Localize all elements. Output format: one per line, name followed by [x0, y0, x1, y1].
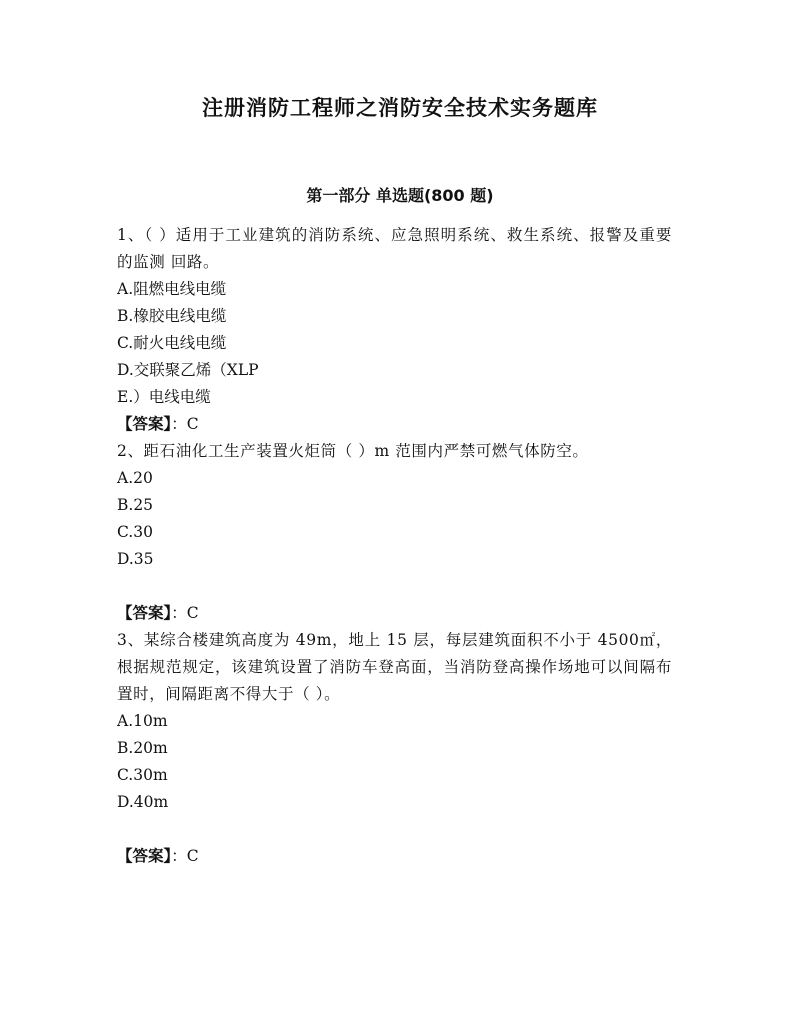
question-stem: 3、某综合楼建筑高度为 49m，地上 15 层，每层建筑面积不小于 4500㎡，根据规范规定，该建筑设置了消防车登高面，当消防登高操作场地可以间隔布置时，间隔距离不得大于（ ）。 — [117, 631, 672, 703]
option-d: D.35 — [117, 550, 154, 568]
option-a: A.20 — [117, 469, 153, 487]
option-c: C.30 — [117, 523, 153, 541]
answer-value: ：C — [171, 604, 199, 622]
spacer — [117, 573, 672, 600]
answer — [117, 411, 672, 438]
answer — [117, 600, 672, 627]
option-c: C.耐火电线电缆 — [117, 334, 227, 352]
answer-value: ：C — [171, 847, 199, 865]
spacer — [117, 816, 672, 843]
option-a: A.阻燃电线电缆 — [117, 280, 227, 298]
question-2 — [117, 438, 672, 627]
document-title: 注册消防工程师之消防安全技术实务题库 — [202, 96, 598, 120]
option-b: B.20m — [117, 739, 168, 757]
option-a: A.10m — [117, 712, 168, 730]
question-1 — [117, 222, 672, 438]
section-title: 第一部分 单选题(800 题) — [306, 186, 494, 205]
question-list — [117, 222, 672, 870]
option-d: D.交联聚乙烯（XLP — [117, 361, 259, 379]
option-c: C.30m — [117, 766, 168, 784]
answer-label: 【答案】 — [117, 847, 172, 865]
option-b: B.橡胶电线电缆 — [117, 307, 227, 325]
option-b: B.25 — [117, 496, 154, 514]
answer — [117, 843, 672, 870]
option-e: E.）电线电缆 — [117, 388, 211, 406]
answer-label: 【答案】 — [117, 604, 172, 622]
question-stem: 2、距石油化工生产装置火炬筒（ ）m 范围内严禁可燃气体防空。 — [117, 442, 589, 460]
question-3 — [117, 627, 672, 870]
answer-label: 【答案】 — [117, 415, 172, 433]
option-d: D.40m — [117, 793, 169, 811]
question-stem: 1、（ ）适用于工业建筑的消防系统、应急照明系统、救生系统、报警及重要的监测 回路。 — [117, 226, 672, 271]
answer-value: ：C — [171, 415, 199, 433]
